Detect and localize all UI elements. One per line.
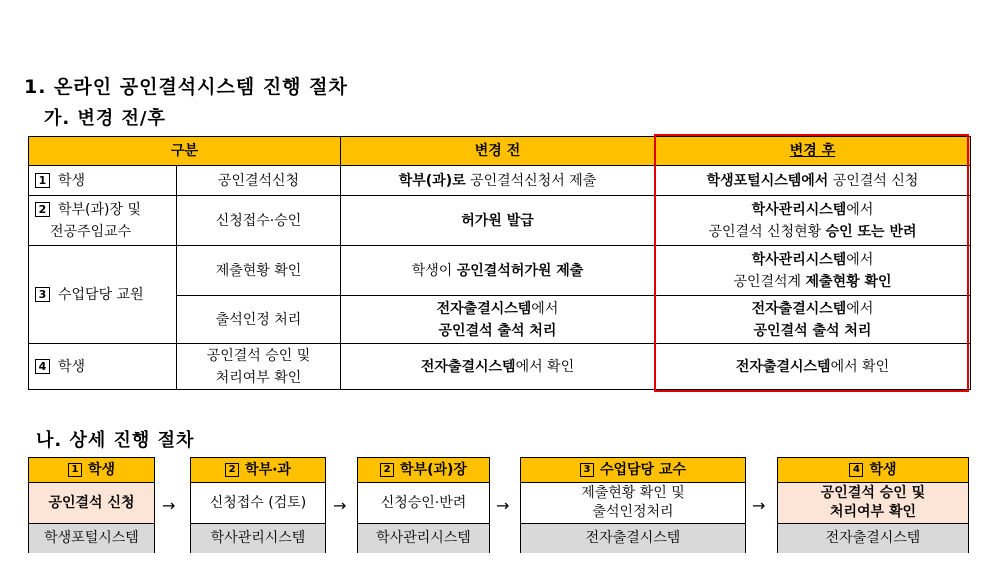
flow-step-header: 2 학부(과)장 bbox=[358, 458, 489, 483]
flow-step-action: 신청승인·반려 bbox=[358, 483, 489, 524]
header-category: 구분 bbox=[29, 137, 341, 166]
comparison-table bbox=[28, 136, 971, 390]
flow-step-action: 제출현황 확인 및 출석인정처리 bbox=[521, 483, 745, 524]
row-before: 학부(과)로 공인결석신청서 제출 bbox=[341, 166, 655, 196]
number-box-icon: 4 bbox=[35, 359, 50, 374]
row-who: 4 학생 bbox=[29, 344, 177, 390]
header-after: 변경 후 bbox=[655, 137, 971, 166]
table-row bbox=[29, 344, 971, 390]
number-box-icon: 1 bbox=[35, 173, 50, 188]
number-box-icon: 2 bbox=[380, 463, 394, 477]
number-box-icon: 2 bbox=[35, 202, 50, 217]
flow-step-4 bbox=[520, 457, 746, 553]
subsection-heading-ga: 가. 변경 전/후 bbox=[44, 108, 166, 129]
row-who: 1 학생 bbox=[29, 166, 177, 196]
row-who: 2 학부(과)장 및 전공주임교수 bbox=[29, 196, 177, 246]
section-heading-1: 1. 온라인 공인결석시스템 진행 절차 bbox=[24, 76, 348, 98]
row-task: 공인결석신청 bbox=[177, 166, 341, 196]
header-before: 변경 전 bbox=[341, 137, 655, 166]
table-row bbox=[29, 246, 971, 296]
arrow-icon: → bbox=[752, 496, 766, 515]
table-header-row bbox=[29, 137, 971, 166]
flow-step-action: 신청접수 (검토) bbox=[191, 483, 325, 524]
row-who: 3 수업담당 교원 bbox=[29, 246, 177, 344]
flow-step-system: 학사관리시스템 bbox=[191, 524, 325, 553]
flow-step-system: 학생포털시스템 bbox=[29, 524, 154, 553]
row-task: 제출현황 확인 bbox=[177, 246, 341, 296]
flow-step-header: 1 학생 bbox=[29, 458, 154, 483]
flow-step-system: 학사관리시스템 bbox=[358, 524, 489, 553]
flow-step-3 bbox=[357, 457, 490, 553]
row-after: 학사관리시스템에서 공인결석 신청현황 승인 또는 반려 bbox=[655, 196, 971, 246]
flow-step-system: 전자출결시스템 bbox=[521, 524, 745, 553]
flow-step-header: 4 학생 bbox=[778, 458, 968, 483]
number-box-icon: 3 bbox=[35, 287, 50, 302]
flow-step-1 bbox=[28, 457, 155, 553]
flow-step-5 bbox=[777, 457, 969, 553]
number-box-icon: 3 bbox=[580, 463, 594, 477]
row-task: 출석인정 처리 bbox=[177, 296, 341, 344]
flow-step-header: 2 학부·과 bbox=[191, 458, 325, 483]
row-task: 공인결석 승인 및 처리여부 확인 bbox=[177, 344, 341, 390]
table-row bbox=[29, 196, 971, 246]
number-box-icon: 2 bbox=[225, 463, 239, 477]
flow-step-system: 전자출결시스템 bbox=[778, 524, 968, 553]
arrow-icon: → bbox=[333, 496, 347, 515]
row-before: 허가원 발급 bbox=[341, 196, 655, 246]
flow-step-header: 3 수업담당 교수 bbox=[521, 458, 745, 483]
row-before: 전자출결시스템에서 확인 bbox=[341, 344, 655, 390]
row-task: 신청접수·승인 bbox=[177, 196, 341, 246]
row-after: 학사관리시스템에서 공인결석계 제출현황 확인 bbox=[655, 246, 971, 296]
row-before: 학생이 공인결석허가원 제출 bbox=[341, 246, 655, 296]
arrow-icon: → bbox=[162, 496, 176, 515]
flow-step-2 bbox=[190, 457, 326, 553]
row-before: 전자출결시스템에서 공인결석 출석 처리 bbox=[341, 296, 655, 344]
arrow-icon: → bbox=[496, 496, 510, 515]
row-after: 전자출결시스템에서 공인결석 출석 처리 bbox=[655, 296, 971, 344]
row-after: 학생포털시스템에서 공인결석 신청 bbox=[655, 166, 971, 196]
subsection-heading-na: 나. 상세 진행 절차 bbox=[36, 430, 195, 451]
row-after: 전자출결시스템에서 확인 bbox=[655, 344, 971, 390]
flow-step-action: 공인결석 신청 bbox=[29, 483, 154, 524]
number-box-icon: 1 bbox=[68, 463, 82, 477]
flow-step-action: 공인결석 승인 및 처리여부 확인 bbox=[778, 483, 968, 524]
table-row bbox=[29, 166, 971, 196]
number-box-icon: 4 bbox=[849, 463, 863, 477]
